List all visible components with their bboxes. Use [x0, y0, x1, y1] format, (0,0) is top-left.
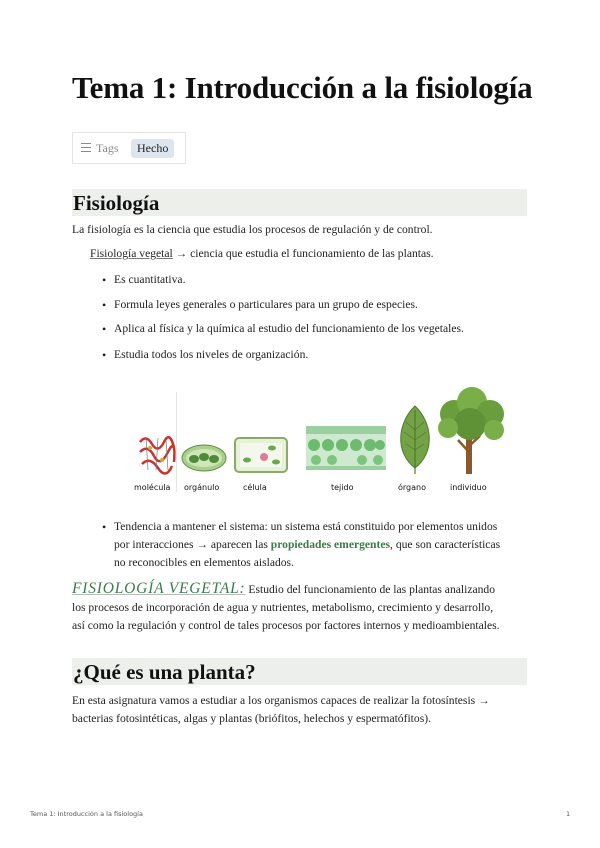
fisiologia-vegetal-paragraph: FISIOLOGÍA VEGETAL: Estudio del funcionamiento de las plantas analizando los procesos de incorporación de agua y nutrientes, metabolismo, crecimiento y desarrollo, así como la regulación y control de tales procesos por factores internos y medioambientales.	[72, 580, 500, 632]
list-item: Es cuantitativa.	[114, 273, 186, 286]
section-heading-fisiologia: Fisiología	[72, 189, 527, 216]
list-item: Estudia todos los niveles de organización.	[114, 348, 309, 361]
tag-chip-hecho[interactable]: Hecho	[131, 139, 174, 158]
bullet5-line2: por interacciones → aparecen las propiedades emergentes, que son características	[114, 538, 501, 551]
page-title: Tema 1: Introducción a la fisiología	[72, 70, 533, 105]
definition-rest: → ciencia que estudia el funcionamiento de las plantas.	[172, 247, 434, 260]
figure-label-organo: órgano	[398, 483, 426, 492]
bullet-dot: •	[102, 298, 107, 312]
chloroplast-icon	[182, 445, 226, 471]
planta-paragraph: En esta asignatura vamos a estudiar a los organismos capaces de realizar la fotosíntesis → bacterias fotosintéticas, algas y plantas (briófitos, helechos y espermatófitos).	[72, 694, 490, 725]
definition-line	[90, 245, 434, 263]
organization-levels-illustration	[132, 382, 508, 482]
figure-label-molecula: molécula	[134, 483, 171, 492]
definition-term: Fisiología vegetal	[90, 247, 173, 260]
footer-page-number: 1	[566, 810, 571, 818]
figure-label-celula: célula	[243, 483, 267, 492]
list-item: Formula leyes generales o particulares para un grupo de especies.	[114, 298, 418, 311]
organization-levels-figure	[132, 382, 508, 497]
figure-label-individuo: individuo	[450, 483, 487, 492]
list-icon	[81, 143, 91, 152]
figure-label-organulo: orgánulo	[184, 483, 220, 492]
bullet-dot: •	[102, 520, 107, 534]
emergent-properties-term: propiedades emergentes	[270, 538, 391, 551]
tags-property[interactable]	[72, 132, 186, 164]
footer-document-title: Tema 1: Introducción a la fisiología	[30, 810, 143, 818]
intro-paragraph: La fisiología es la ciencia que estudia los procesos de regulación y de control.	[72, 223, 433, 236]
list-item-emergent	[114, 518, 500, 572]
bullet-dot: •	[102, 322, 107, 336]
section-heading-que-es-una-planta: ¿Qué es una planta?	[72, 658, 527, 685]
bullet-dot: •	[102, 348, 107, 362]
cell-icon	[235, 438, 287, 472]
figure-label-tejido: tejido	[331, 483, 354, 492]
tree-icon	[438, 387, 504, 474]
tags-label: Tags	[96, 141, 119, 155]
molecule-icon	[136, 436, 176, 474]
bullet-dot: •	[102, 273, 107, 287]
leaf-icon	[401, 406, 430, 474]
bullet5-line1: Tendencia a mantener el sistema: un sistema está constituido por elementos unidos	[114, 520, 498, 533]
list-item: Aplica al física y la química al estudio del funcionamiento de los vegetales.	[114, 322, 464, 335]
tissue-icon	[306, 426, 386, 470]
fisiologia-vegetal-term: FISIOLOGÍA VEGETAL:	[72, 580, 246, 597]
bullet5-line3: no reconocibles en elementos aislados.	[114, 556, 294, 569]
